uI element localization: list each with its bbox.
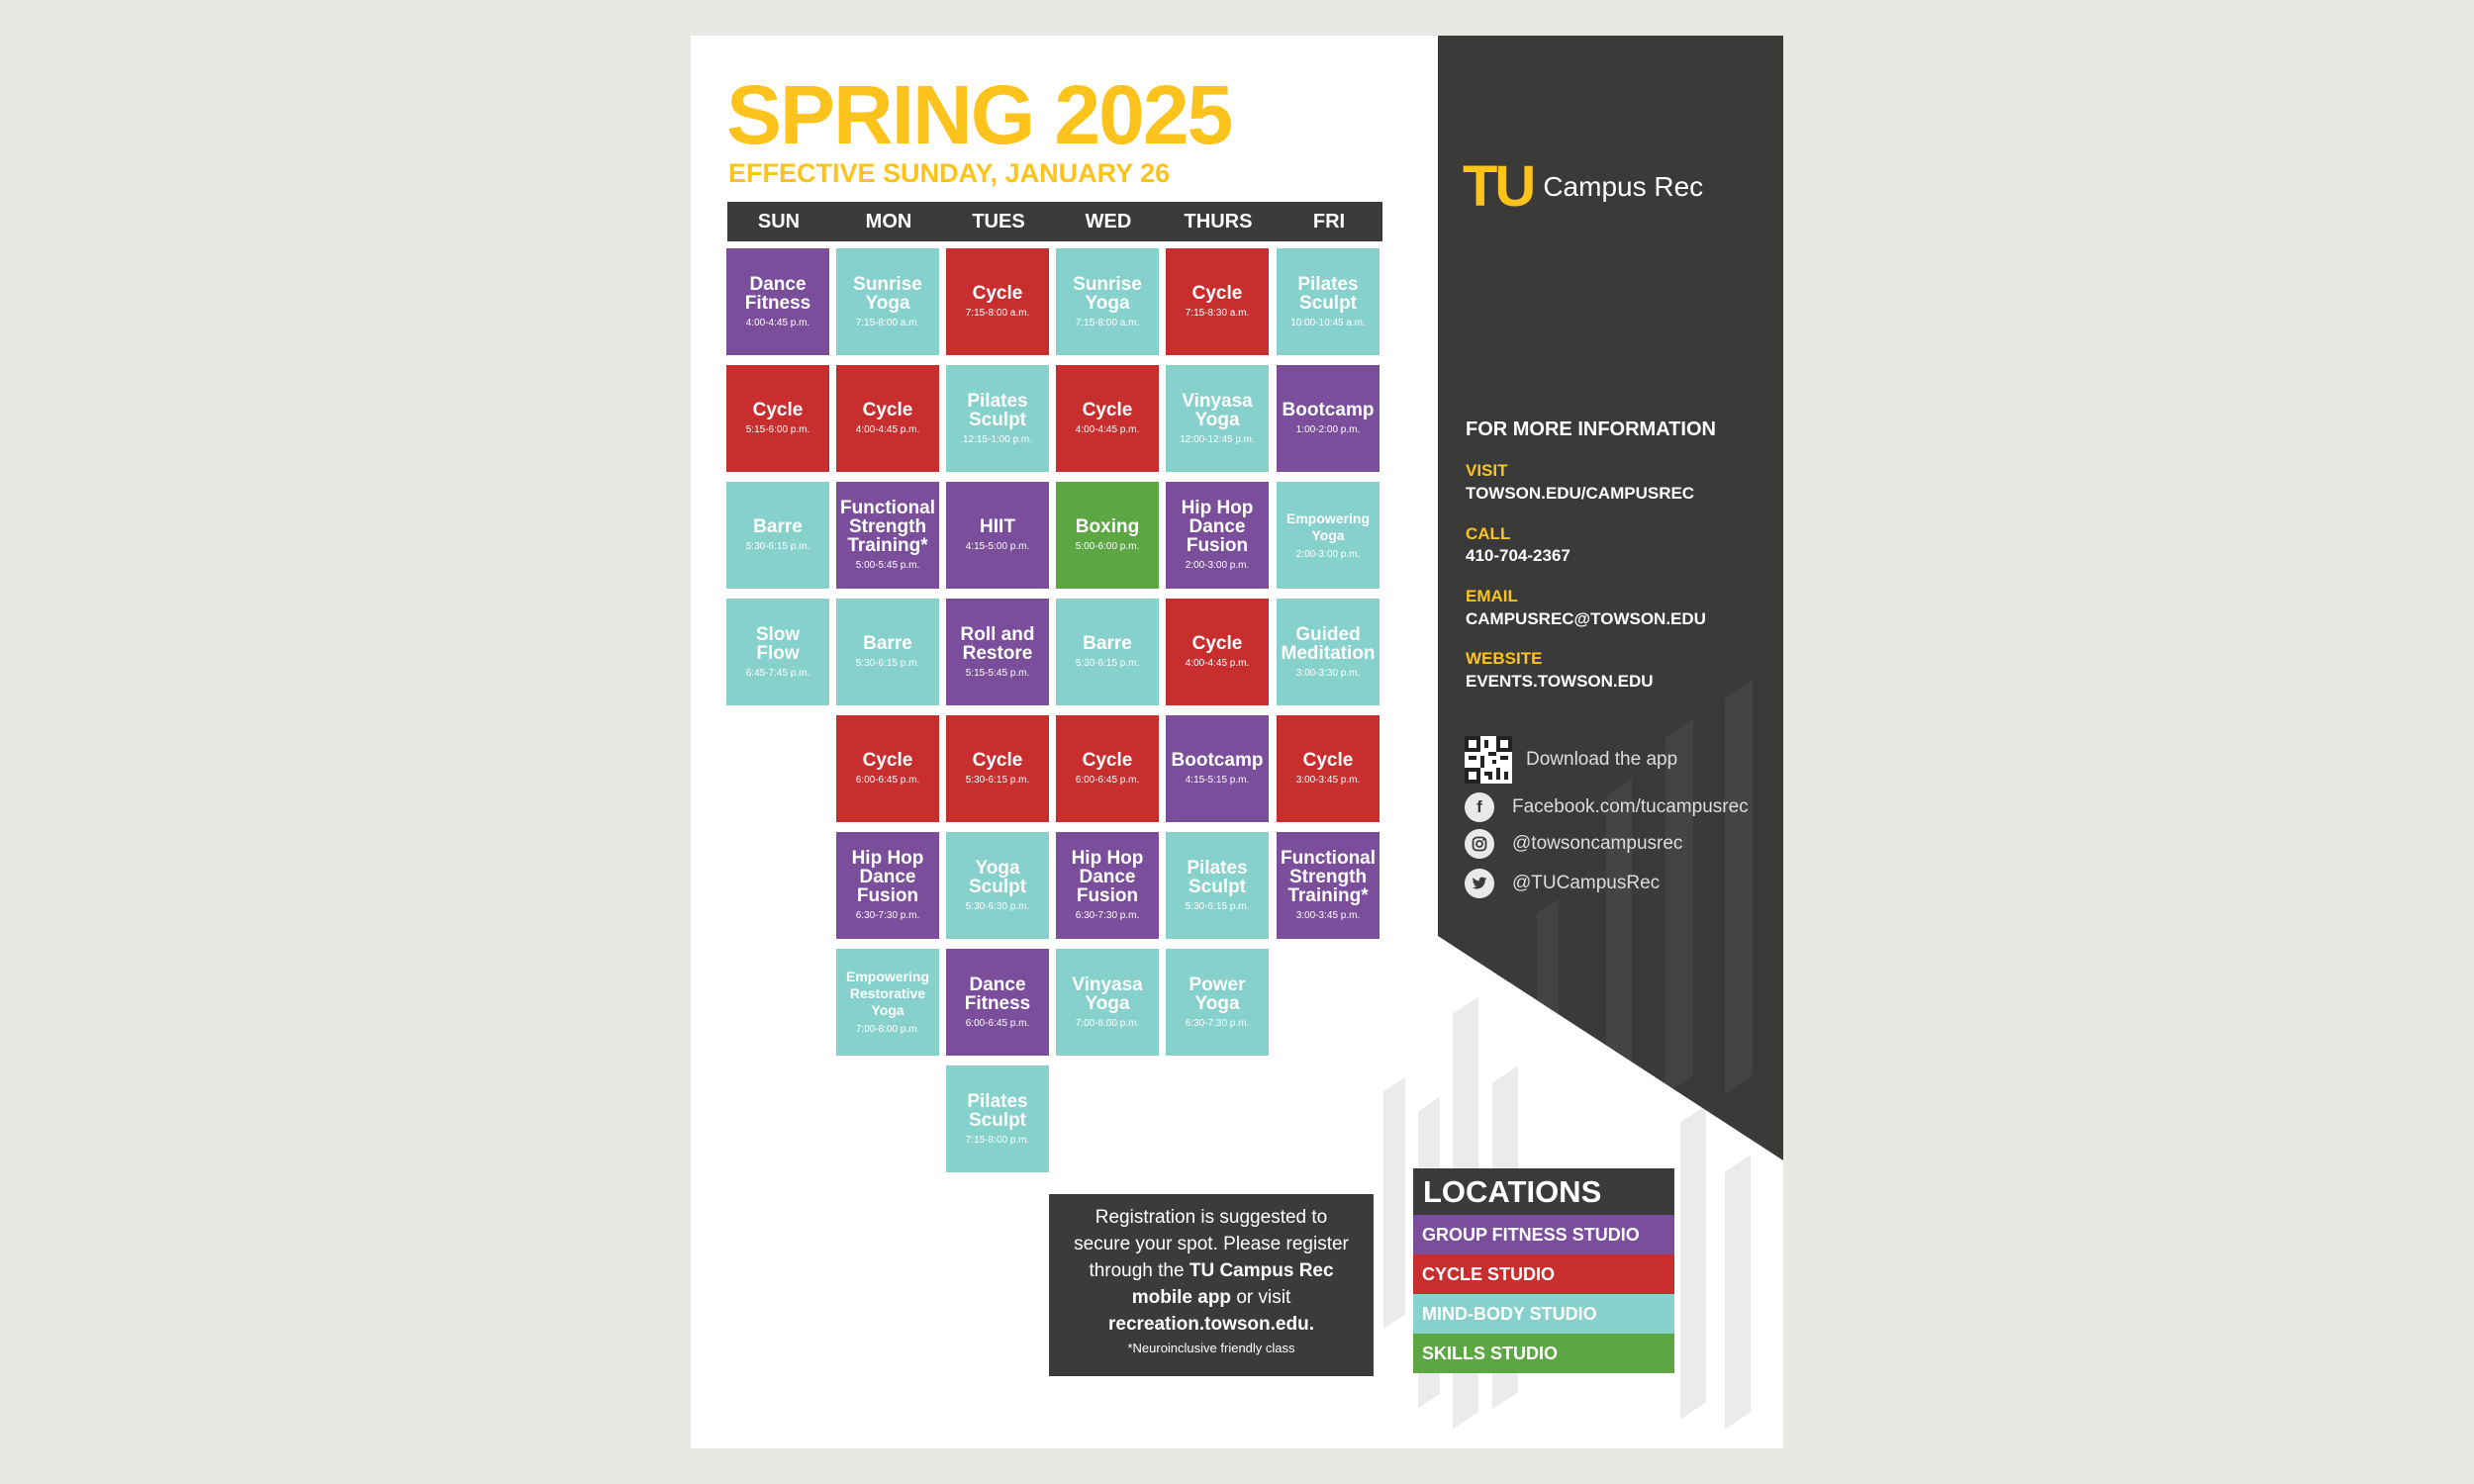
class-cell bbox=[726, 482, 829, 589]
visit-link[interactable]: TOWSON.EDU/CAMPUSREC bbox=[1466, 484, 1695, 503]
app-download[interactable] bbox=[1465, 736, 1677, 784]
website-label: WEBSITE bbox=[1466, 649, 1543, 668]
location-group-fitness: GROUP FITNESS STUDIO bbox=[1413, 1215, 1674, 1254]
class-time: 4:15-5:00 p.m. bbox=[965, 541, 1030, 552]
tu-logo-mark: TU bbox=[1463, 154, 1534, 219]
class-time: 12:15-1:00 p.m. bbox=[962, 433, 1033, 445]
class-cell bbox=[946, 599, 1049, 705]
class-time: 6:00-6:45 p.m. bbox=[965, 1017, 1030, 1029]
registration-note bbox=[1049, 1194, 1374, 1376]
class-cell bbox=[1277, 832, 1380, 939]
class-cell bbox=[1277, 248, 1380, 355]
class-time: 10:00-10:45 a.m. bbox=[1290, 317, 1366, 328]
class-cell bbox=[946, 248, 1049, 355]
class-cell bbox=[726, 599, 829, 705]
class-time: 5:30-6:15 p.m. bbox=[745, 541, 810, 552]
class-time: 5:00-5:45 p.m. bbox=[855, 560, 920, 571]
class-name: Cycle bbox=[1191, 633, 1243, 654]
class-name: Empowering Yoga bbox=[1285, 510, 1370, 543]
class-name: Yoga Sculpt bbox=[968, 857, 1027, 897]
class-cell bbox=[1277, 599, 1380, 705]
day-label-mon: MON bbox=[865, 211, 912, 232]
campus-rec-logo bbox=[1463, 154, 1704, 219]
class-time: 2:00-3:00 p.m. bbox=[1185, 560, 1250, 571]
app-download-label: Download the app bbox=[1526, 749, 1678, 770]
class-time: 7:15-8:30 a.m. bbox=[1185, 308, 1250, 319]
qr-code-icon bbox=[1465, 736, 1512, 784]
location-mind-body: MIND-BODY STUDIO bbox=[1413, 1294, 1674, 1334]
twitter-icon bbox=[1465, 869, 1494, 898]
instagram-link[interactable] bbox=[1465, 829, 1682, 859]
class-cell bbox=[836, 949, 939, 1056]
class-time: 5:30-6:30 p.m. bbox=[965, 900, 1030, 912]
day-label-sun: SUN bbox=[757, 211, 801, 232]
registration-line: through the TU Campus Rec bbox=[1089, 1260, 1334, 1281]
footnote: *Neuroinclusive friendly class bbox=[1127, 1341, 1295, 1355]
class-cell bbox=[726, 248, 829, 355]
class-cell bbox=[1056, 482, 1159, 589]
class-name: Barre bbox=[1083, 633, 1132, 654]
class-name: Vinyasa Yoga bbox=[1072, 974, 1143, 1014]
brand-name: Campus Rec bbox=[1543, 171, 1704, 202]
registration-url: recreation.towson.edu. bbox=[1108, 1314, 1314, 1335]
class-name: Bootcamp bbox=[1282, 400, 1375, 420]
instagram-label: @towsoncampusrec bbox=[1512, 833, 1683, 854]
registration-line: Registration is suggested to bbox=[1094, 1207, 1328, 1228]
class-time: 7:00-8:00 p.m. bbox=[855, 1024, 920, 1035]
class-cell bbox=[946, 949, 1049, 1056]
class-name: Power Yoga bbox=[1189, 974, 1246, 1014]
class-cell bbox=[1166, 365, 1269, 472]
class-time: 2:00-3:00 p.m. bbox=[1295, 548, 1361, 560]
facebook-link[interactable] bbox=[1465, 792, 1749, 822]
class-time: 4:00-4:45 p.m. bbox=[1075, 424, 1140, 435]
decorative-stripe bbox=[1725, 1155, 1751, 1430]
class-cell bbox=[1277, 715, 1380, 822]
class-name: Dance Fitness bbox=[744, 273, 811, 314]
schedule-flyer bbox=[691, 36, 1783, 1448]
class-name: Bootcamp bbox=[1171, 750, 1264, 771]
class-name: Guided Meditation bbox=[1281, 623, 1376, 664]
class-time: 5:00-6:00 p.m. bbox=[1075, 541, 1140, 552]
class-time: 7:15-8:00 a.m. bbox=[855, 317, 920, 328]
class-name: Pilates Sculpt bbox=[967, 1090, 1028, 1131]
class-time: 6:30-7:30 p.m. bbox=[1075, 910, 1140, 921]
locations-heading: LOCATIONS bbox=[1413, 1168, 1674, 1215]
class-name: Cycle bbox=[862, 400, 913, 420]
email-link[interactable]: CAMPUSREC@TOWSON.EDU bbox=[1466, 609, 1706, 628]
page-title: SPRING 2025 bbox=[726, 68, 1232, 161]
class-cell bbox=[1056, 949, 1159, 1056]
class-cell bbox=[1166, 482, 1269, 589]
class-time: 3:00-3:45 p.m. bbox=[1295, 775, 1361, 786]
class-cell bbox=[726, 365, 829, 472]
class-name: Pilates Sculpt bbox=[1187, 857, 1248, 897]
class-cell bbox=[836, 365, 939, 472]
class-time: 5:30-6:15 p.m. bbox=[855, 658, 920, 669]
class-cell bbox=[1277, 482, 1380, 589]
class-name: Dance Fitness bbox=[964, 974, 1031, 1014]
class-time: 6:30-7:30 p.m. bbox=[855, 910, 920, 921]
class-name: Pilates Sculpt bbox=[967, 390, 1028, 430]
class-cell bbox=[1166, 832, 1269, 939]
class-name: Functional Strength Training* bbox=[1280, 848, 1377, 906]
class-cell bbox=[946, 715, 1049, 822]
class-time: 5:30-6:15 p.m. bbox=[965, 775, 1030, 786]
class-name: Roll and Restore bbox=[960, 623, 1035, 664]
decorative-stripe bbox=[1606, 779, 1632, 1093]
website-link[interactable]: EVENTS.TOWSON.EDU bbox=[1466, 672, 1654, 691]
class-cell bbox=[1056, 715, 1159, 822]
class-name: Sunrise Yoga bbox=[1073, 273, 1142, 314]
class-name: Vinyasa Yoga bbox=[1182, 390, 1253, 430]
class-time: 12:00-12:45 p.m. bbox=[1180, 433, 1255, 445]
class-name: Cycle bbox=[1082, 750, 1133, 771]
location-skills: SKILLS STUDIO bbox=[1413, 1334, 1674, 1373]
registration-line: mobile app or visit bbox=[1131, 1287, 1291, 1308]
class-time: 6:00-6:45 p.m. bbox=[1075, 775, 1140, 786]
class-name: Functional Strength Training* bbox=[839, 498, 936, 556]
class-cell bbox=[1166, 248, 1269, 355]
class-time: 7:15-8:00 p.m. bbox=[965, 1134, 1030, 1146]
decorative-stripe bbox=[1383, 1077, 1405, 1330]
class-time: 5:30-6:15 p.m. bbox=[1185, 900, 1250, 912]
class-time: 7:15-8:00 a.m. bbox=[965, 308, 1030, 319]
class-cell bbox=[946, 482, 1049, 589]
decorative-stripe bbox=[1725, 680, 1753, 1094]
class-name: HIIT bbox=[980, 516, 1015, 537]
class-name: Cycle bbox=[1191, 283, 1243, 304]
class-cell bbox=[1277, 365, 1380, 472]
class-time: 7:15-8:00 a.m. bbox=[1075, 317, 1140, 328]
visit-label: VISIT bbox=[1466, 461, 1508, 480]
class-cell bbox=[946, 365, 1049, 472]
class-time: 5:15-6:00 p.m. bbox=[745, 424, 810, 435]
class-time: 1:00-2:00 p.m. bbox=[1295, 424, 1361, 435]
class-cell bbox=[1056, 365, 1159, 472]
day-label-wed: WED bbox=[1085, 211, 1132, 232]
info-heading: FOR MORE INFORMATION bbox=[1466, 418, 1716, 440]
effective-date: EFFECTIVE SUNDAY, JANUARY 26 bbox=[728, 158, 1171, 188]
class-name: Cycle bbox=[1302, 750, 1354, 771]
class-name: Hip Hop Dance Fusion bbox=[851, 848, 924, 906]
locations-legend bbox=[1413, 1168, 1674, 1373]
class-name: Barre bbox=[863, 633, 912, 654]
class-time: 6:30-7:30 p.m. bbox=[1185, 1017, 1250, 1029]
day-header bbox=[727, 202, 1382, 241]
class-name: Pilates Sculpt bbox=[1297, 273, 1359, 314]
class-name: Slow Flow bbox=[755, 623, 801, 664]
decorative-stripe bbox=[1537, 899, 1559, 1171]
class-cell bbox=[836, 599, 939, 705]
facebook-icon: f bbox=[1465, 792, 1494, 822]
day-label-thurs: THURS bbox=[1184, 211, 1253, 232]
class-time: 4:00-4:45 p.m. bbox=[745, 317, 810, 328]
class-name: Cycle bbox=[972, 283, 1023, 304]
call-label: CALL bbox=[1466, 524, 1511, 543]
class-name: Sunrise Yoga bbox=[853, 273, 922, 314]
class-cell bbox=[1056, 832, 1159, 939]
registration-line: secure your spot. Please register bbox=[1074, 1234, 1349, 1254]
instagram-icon bbox=[1465, 829, 1494, 859]
class-cell bbox=[1056, 248, 1159, 355]
class-name: Boxing bbox=[1075, 516, 1140, 537]
class-cell bbox=[1166, 715, 1269, 822]
day-label-tues: TUES bbox=[972, 211, 1025, 232]
class-time: 4:00-4:45 p.m. bbox=[855, 424, 920, 435]
class-time: 5:15-5:45 p.m. bbox=[965, 667, 1030, 679]
class-time: 7:00-8:00 p.m. bbox=[1075, 1017, 1140, 1029]
twitter-link[interactable] bbox=[1465, 869, 1660, 898]
class-time: 6:00-6:45 p.m. bbox=[855, 775, 920, 786]
class-cell bbox=[836, 715, 939, 822]
class-cell bbox=[1056, 599, 1159, 705]
class-name: Barre bbox=[753, 516, 803, 537]
class-cell bbox=[946, 832, 1049, 939]
class-time: 4:15-5:15 p.m. bbox=[1185, 775, 1250, 786]
class-time: 3:00-3:45 p.m. bbox=[1295, 910, 1361, 921]
class-name: Cycle bbox=[752, 400, 804, 420]
class-cell bbox=[1166, 949, 1269, 1056]
class-time: 4:00-4:45 p.m. bbox=[1185, 658, 1250, 669]
twitter-label: @TUCampusRec bbox=[1512, 873, 1661, 893]
class-cell bbox=[836, 482, 939, 589]
class-name: Cycle bbox=[862, 750, 913, 771]
class-time: 3:00-3:30 p.m. bbox=[1295, 667, 1361, 679]
phone-number[interactable]: 410-704-2367 bbox=[1466, 546, 1570, 565]
class-cell bbox=[1166, 599, 1269, 705]
email-label: EMAIL bbox=[1466, 587, 1518, 605]
class-name: Cycle bbox=[972, 750, 1023, 771]
class-name: Empowering Restorative Yoga bbox=[845, 969, 929, 1018]
class-cell bbox=[946, 1066, 1049, 1172]
class-cell bbox=[836, 248, 939, 355]
class-name: Hip Hop Dance Fusion bbox=[1071, 848, 1144, 906]
facebook-label: Facebook.com/tucampusrec bbox=[1512, 796, 1749, 817]
class-name: Hip Hop Dance Fusion bbox=[1181, 498, 1254, 556]
day-label-fri: FRI bbox=[1312, 211, 1346, 232]
decorative-stripe bbox=[1680, 1105, 1706, 1420]
class-cell bbox=[836, 832, 939, 939]
class-time: 6:45-7:45 p.m. bbox=[745, 667, 810, 679]
location-cycle: CYCLE STUDIO bbox=[1413, 1254, 1674, 1294]
class-time: 5:30-6:15 p.m. bbox=[1075, 658, 1140, 669]
class-name: Cycle bbox=[1082, 400, 1133, 420]
